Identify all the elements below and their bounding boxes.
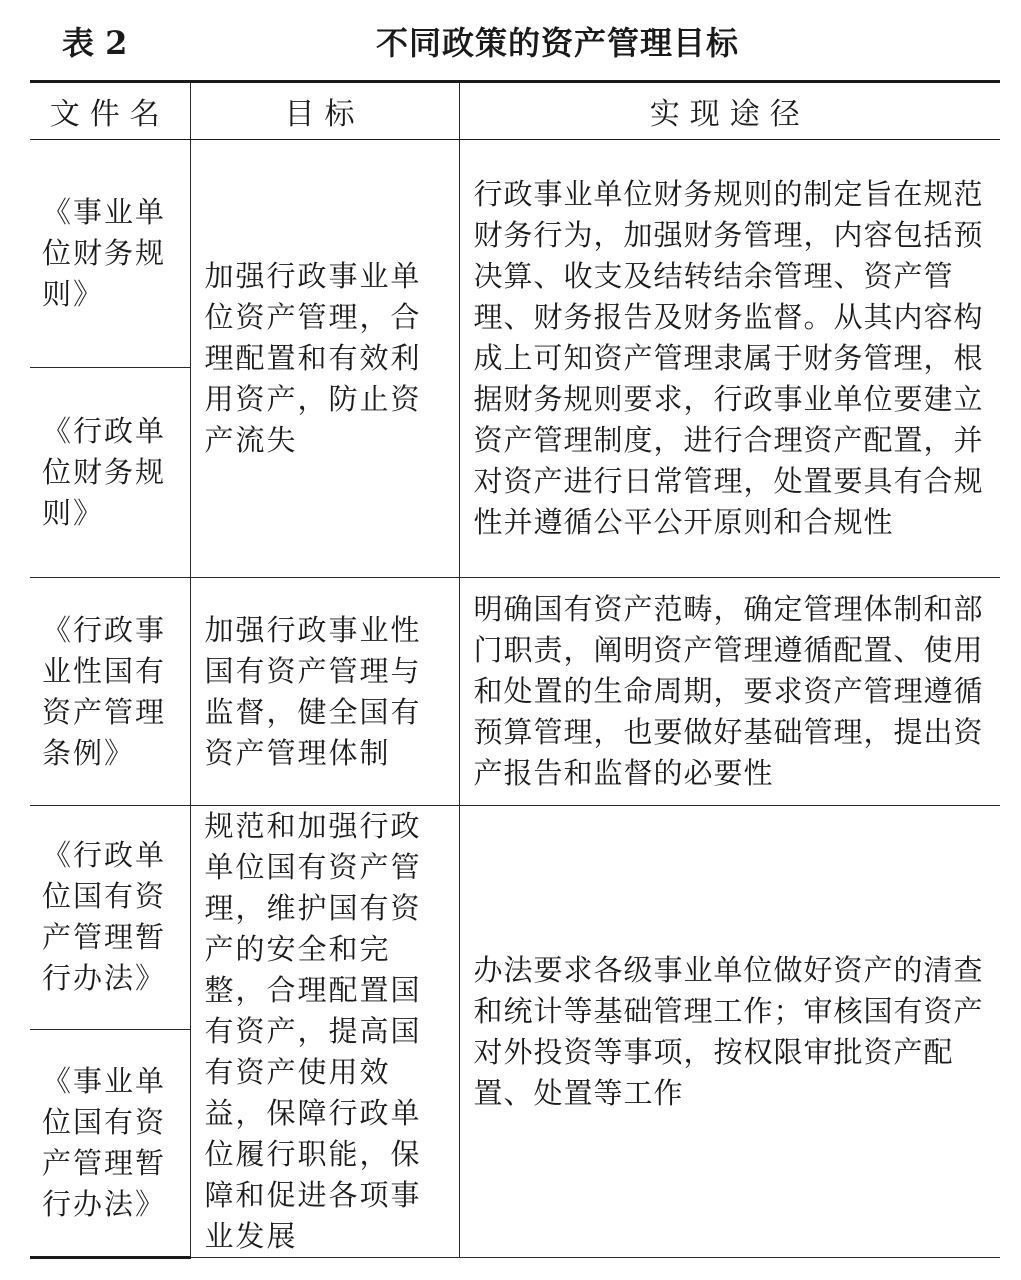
implementation-cell: 办法要求各级事业单位做好资产的清查和统计等基础管理工作；审核国有资产对外投资等事项，按权限审批资产配置、处置等工作	[459, 806, 1000, 1258]
implementation-cell: 行政事业单位财务规则的制定旨在规范财务行为，加强财务管理，内容包括预决算、收支及结转结余管理、资产管理、财务报告及财务监督。从其内容构成上可知资产管理隶属于财务管理，根据财务规则要求，行政事业单位要建立资产管理制度，进行合理资产配置，并对资产进行日常管理，处置要具有合规性并遵循公平公开原则和合规性	[459, 140, 1000, 578]
document-name-cell: 《事业单位财务规则》	[30, 140, 190, 368]
header-document-name: 文件名	[30, 82, 190, 140]
table-row	[30, 578, 1000, 806]
header-implementation: 实现途径	[459, 82, 1000, 140]
table-row	[30, 140, 1000, 368]
header-goal: 目标	[190, 82, 459, 140]
document-name-cell: 《行政单位财务规则》	[30, 368, 190, 578]
table-row	[30, 806, 1000, 1030]
goal-cell: 规范和加强行政单位国有资产管理，维护国有资产的安全和完整，合理配置国有资产，提高国有资产使用效益，保障行政单位履行职能，保障和促进各项事业发展	[190, 806, 459, 1258]
goal-cell: 加强行政事业性国有资产管理与监督，健全国有资产管理体制	[190, 578, 459, 806]
document-name-cell: 《事业单位国有资产管理暂行办法》	[30, 1029, 190, 1257]
document-name-cell: 《行政单位国有资产管理暂行办法》	[30, 806, 190, 1030]
document-name-cell: 《行政事业性国有资产管理条例》	[30, 578, 190, 806]
table-number: 表 2	[62, 24, 128, 62]
table-header-row	[30, 82, 1000, 140]
table-title: 不同政策的资产管理目标	[376, 24, 740, 62]
implementation-cell: 明确国有资产范畴，确定管理体制和部门职责，阐明资产管理遵循配置、使用和处置的生命周期，要求资产管理遵循预算管理，也要做好基础管理，提出资产报告和监督的必要性	[459, 578, 1000, 806]
policy-table	[30, 80, 1000, 1259]
goal-cell: 加强行政事业单位资产管理，合理配置和有效利用资产，防止资产流失	[190, 140, 459, 578]
